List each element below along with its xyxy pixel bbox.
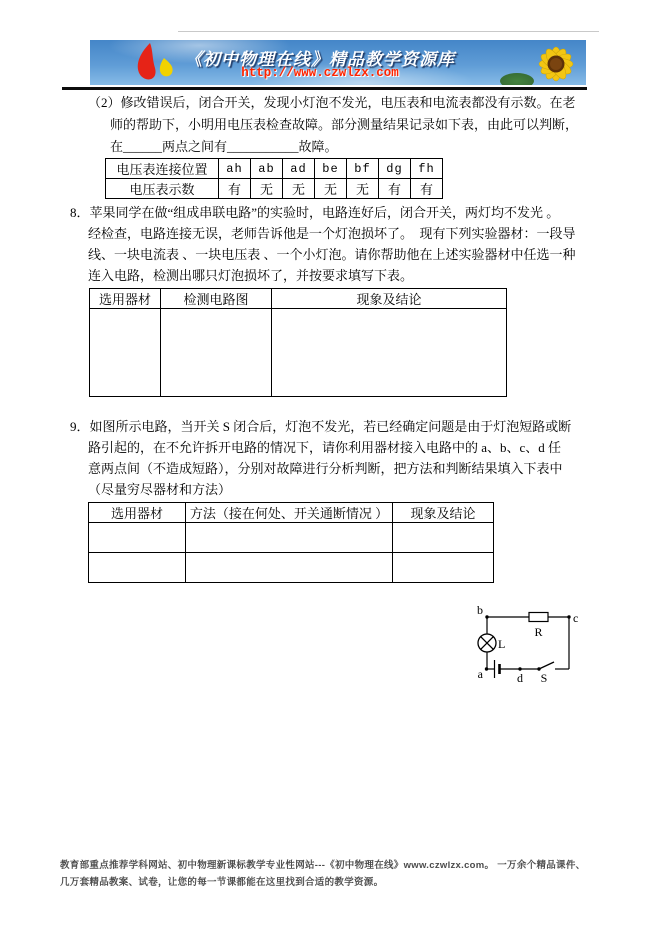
resistor-icon [529,613,548,622]
table-cell: 有 [219,179,251,199]
question-2-line: （2）修改错误后，闭合开关，发现小灯泡不发光，电压表和电流表都没有示数。在老 [88,95,576,110]
table-header-cell: 选用器材 [89,503,186,523]
question-9-line: 路引起的，在不允许拆开电路的情况下，请你利用器材接入电路中的 a、b、c、d 任 [88,440,562,455]
answer-cell [90,309,161,397]
table-row [106,159,443,179]
answer-cell [272,309,507,397]
header-divider [62,87,587,90]
table-cell: ab [251,159,283,179]
table-header-cell: 电压表连接位置 [106,159,219,179]
table-cell: dg [379,159,411,179]
question-8-line: 连入电路，检测出哪只灯泡损坏了，并按要求填写下表。 [88,268,414,283]
q9-answer-table [88,502,494,583]
footer-line: 教育部重点推荐学科网站、初中物理新课标教学专业性网站---《初中物理在线》www.czwlzx.com。 一万余个精品课件、 [60,860,586,871]
table-header-cell: 电压表示数 [106,179,219,199]
table-cell: ah [219,159,251,179]
table-cell: bf [347,159,379,179]
banner-title: 《初中物理在线》精品教学资源库 [185,50,455,69]
table-cell: 无 [347,179,379,199]
table-row [89,553,494,583]
site-banner [90,40,586,85]
table-header-cell: 检测电路图 [161,289,272,309]
table-cell: 有 [379,179,411,199]
circuit-label-a: a [477,667,483,681]
banner-url: http://www.czwlzx.com [241,66,399,80]
table-header-cell: 现象及结论 [393,503,494,523]
question-2-line: 在______两点之间有___________故障。 [110,139,338,154]
table-cell: fh [411,159,443,179]
circuit-diagram [465,598,590,693]
switch-icon [539,662,554,669]
answer-cell [393,553,494,583]
lamp-icon [478,634,496,652]
answer-cell [186,553,393,583]
battery-icon [495,660,500,678]
table-cell: 无 [251,179,283,199]
question-9-line: 9．如图所示电路，当开关 S 闭合后，灯泡不发光，若已经确定问题是由于灯泡短路或断 [70,419,572,434]
table-row [90,309,507,397]
table-cell: 无 [315,179,347,199]
circuit-label-S: S [540,671,548,685]
table-cell: be [315,159,347,179]
answer-cell [393,523,494,553]
sunflower-icon [526,41,584,85]
top-divider [178,31,599,32]
circuit-label-b: b [477,603,483,617]
table-header-cell: 现象及结论 [272,289,507,309]
table-row [90,289,507,309]
table-cell: 有 [411,179,443,199]
question-2-line: 师的帮助下，小明用电压表检查故障。部分测量结果记录如下表，由此可以判断， [110,117,579,132]
footer-line: 几万套精品教案、试卷，让您的每一节课都能在这里找到合适的教学资源。 [60,877,384,888]
table-row [89,523,494,553]
question-8-line: 线、一块电流表 、一块电压表 、一个小灯泡。请你帮助他在上述实验器材中任选一种 [88,247,576,262]
answer-cell [89,553,186,583]
circuit-label-d: d [517,671,523,685]
question-9-line: （尽量穷尽器材和方法） [88,482,232,497]
circuit-label-c: c [573,611,579,625]
footer-text [60,857,620,891]
answer-cell [161,309,272,397]
table-row [106,179,443,199]
table-row [89,503,494,523]
answer-cell [186,523,393,553]
table-header-cell: 方法（接在何处、开关通断情况 ） [186,503,393,523]
question-8-line: 8．苹果同学在做“组成串联电路”的实验时，电路连好后，闭合开关，两灯均不发光 。 [70,205,560,220]
voltmeter-table [105,158,443,199]
q8-answer-table [89,288,507,397]
table-cell: 无 [283,179,315,199]
table-header-cell: 选用器材 [90,289,161,309]
question-8-line: 经检查，电路连接无误，老师告诉他是一个灯泡损坏了。 现有下列实验器材：一段导 [88,226,576,241]
site-logo-icon [128,42,184,84]
circuit-label-L: L [498,637,506,651]
table-cell: ad [283,159,315,179]
answer-cell [89,523,186,553]
circuit-label-R: R [534,625,543,639]
question-9-line: 意两点间（不造成短路），分别对故障进行分析判断，把方法和判断结果填入下表中 [88,461,563,476]
